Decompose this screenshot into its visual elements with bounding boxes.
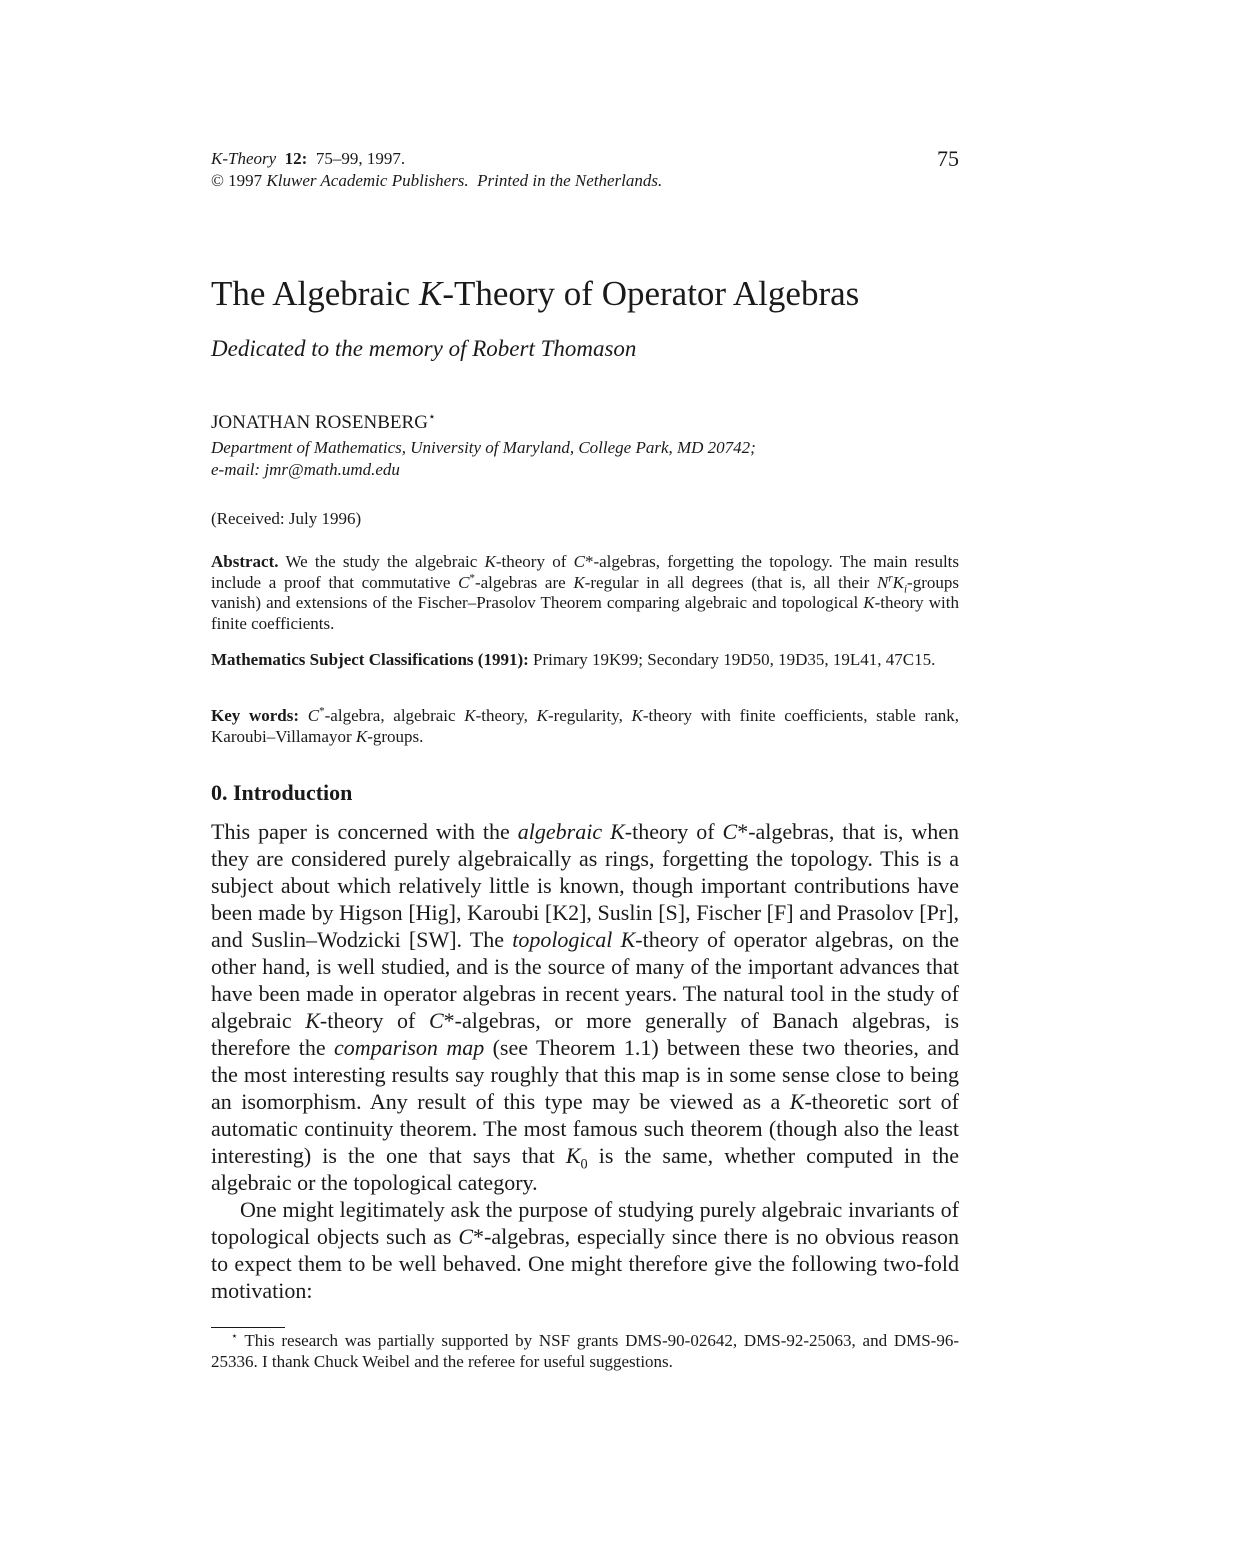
affiliation-line: Department of Mathematics, University of Maryland, College Park, MD 20742; [211, 438, 756, 457]
keywords-text: -theory with finite coefficients, stable rank, Karoubi–Villamayor [211, 706, 959, 746]
msc-label: Mathematics Subject Classifications (1991): [211, 650, 529, 669]
page-number: 75 [937, 146, 959, 171]
math-r: r [888, 571, 893, 584]
math-c: C [428, 1008, 444, 1033]
abstract-text: -regular in all degrees (that is, all their [584, 572, 877, 592]
key-words [211, 706, 959, 747]
msc-text: Primary 19K99; Secondary 19D50, 19D35, 19L41, 47C15. [528, 650, 936, 669]
text-run: -theory of operator algebras, on the other hand, is well studied, and is the source of many of the important advances that have been made in operator algebras in recent years. The natural tool in the study of algebraic [211, 927, 959, 1033]
paper-title [211, 272, 859, 316]
title-math-k: K [418, 274, 443, 313]
emphasis: algebraic [517, 819, 603, 844]
received-date: (Received: July 1996) [211, 509, 362, 528]
math-star: * [584, 552, 594, 571]
affiliation [211, 437, 756, 481]
math-k: K [631, 706, 643, 725]
journal-pages-year: 75–99, 1997. [315, 149, 406, 168]
abstract-text: -algebras, forgetting the topology. The main results include a proof that commutative [211, 552, 960, 592]
journal-volume: 12: [284, 149, 308, 168]
title-suffix: -Theory of Operator Algebras [442, 274, 860, 313]
copyright-icon: © [211, 171, 224, 190]
math-c: C [458, 1224, 474, 1249]
text-run: -algebras, or more generally of Banach algebras, is therefore the [211, 1008, 960, 1060]
math-c: C [307, 706, 320, 725]
footnote-rule [211, 1327, 285, 1328]
dedication: Dedicated to the memory of Robert Thomason [211, 336, 637, 361]
author-text: JONATHAN ROSENBERG [211, 412, 428, 433]
math-star: * [473, 1224, 485, 1249]
printed-location: Printed in the Netherlands. [477, 171, 663, 190]
math-star: * [469, 571, 475, 584]
abstract-text: -theory of [495, 552, 574, 571]
math-k: K [484, 552, 496, 571]
copyright-year: 1997 [228, 171, 263, 190]
abstract-text: -theory with finite coefficients. [211, 593, 959, 633]
text-run: (see Theorem 1.1) between these two theories, and the most interesting results say roughly that this map is in some sense close to being an isomorphism. Any result of this type may be viewed as a [211, 1035, 959, 1114]
abstract [211, 552, 959, 634]
footnote-star-icon: ⋆ [231, 1330, 238, 1343]
text-run: -algebras, that is, when they are considered purely algebraically as rings, forgetting the topology. This is a subject about which relatively little is known, though important contributions have been made by Higson [Hig], Karoubi [K2], Suslin [S], Fischer [F] and Prasolov [Pr], and Suslin–Wodzicki [SW]. The [211, 819, 960, 952]
email-line: e-mail: jmr@math.umd.edu [211, 460, 400, 479]
author-name [211, 409, 436, 434]
math-star: * [737, 819, 749, 844]
body-text [211, 818, 959, 1304]
text-run: -theory of [624, 819, 723, 844]
keywords-text: -regularity, [547, 706, 632, 725]
math-k: K [610, 819, 625, 844]
math-k: K [355, 726, 368, 746]
footnote-star-icon: ⋆ [427, 409, 436, 424]
text-run: This paper is concerned with the [211, 819, 518, 844]
footnote-text: This research was partially supported by NSF grants DMS-90-02642, DMS-92-25063, and DMS-96-25336. I thank Chuck Weibel and the referee for useful suggestions. [211, 1331, 959, 1371]
text-run: -theory of [319, 1008, 429, 1033]
emphasis: topological [512, 927, 613, 952]
math-c: C [458, 572, 470, 592]
publisher: Kluwer Academic Publishers. [266, 171, 469, 190]
section-heading: 0. Introduction [211, 780, 353, 805]
math-k: K [620, 927, 636, 952]
math-subscript-zero: 0 [580, 1156, 588, 1173]
text-run: -algebras, especially since there is no obvious reason to expect them to be well behaved. One might therefore give the following two-fold motivation: [211, 1224, 960, 1303]
text-run: is the same, whether computed in the algebraic or the topological category. [211, 1143, 960, 1195]
copyright-line [211, 170, 959, 192]
math-k: K [536, 706, 548, 725]
footnote [211, 1330, 959, 1372]
paragraph [211, 818, 959, 1196]
math-k: K [863, 593, 875, 612]
abstract-text: We the study the algebraic [278, 552, 485, 571]
abstract-text: -algebras are [474, 572, 574, 592]
abstract-text: -groups vanish) and extensions of the Fischer–Prasolov Theorem comparing algebraic and topological [211, 572, 959, 612]
paragraph [211, 1196, 959, 1304]
title-prefix: The Algebraic [211, 274, 419, 313]
emphasis: comparison map [334, 1035, 485, 1060]
math-c: C [573, 552, 585, 571]
math-k: K [565, 1143, 581, 1168]
math-i: i [903, 582, 908, 595]
journal-header [211, 148, 959, 192]
math-k: K [789, 1089, 805, 1114]
text-run: -theoretic sort of automatic continuity theorem. The most famous such theorem (though also the least interesting) is the one that says that [211, 1089, 960, 1168]
math-k: K [573, 572, 585, 592]
math-k: K [892, 572, 904, 592]
math-k: K [305, 1008, 320, 1033]
math-n: N [876, 572, 889, 592]
abstract-label: Abstract. [211, 552, 279, 571]
citation-line [211, 148, 959, 170]
keywords-text: -groups. [367, 726, 424, 746]
math-c: C [722, 819, 738, 844]
math-star: * [319, 705, 325, 718]
journal-name: K-Theory [211, 149, 277, 168]
math-k: K [464, 706, 476, 725]
subject-classifications [211, 650, 959, 671]
text-run: One might legitimately ask the purpose of studying purely algebraic invariants of topological objects such as [211, 1197, 959, 1249]
math-star: * [443, 1008, 455, 1033]
keywords-text: -algebra, algebraic [324, 706, 465, 725]
keywords-label: Key words: [211, 706, 300, 725]
keywords-text: -theory, [475, 706, 537, 725]
